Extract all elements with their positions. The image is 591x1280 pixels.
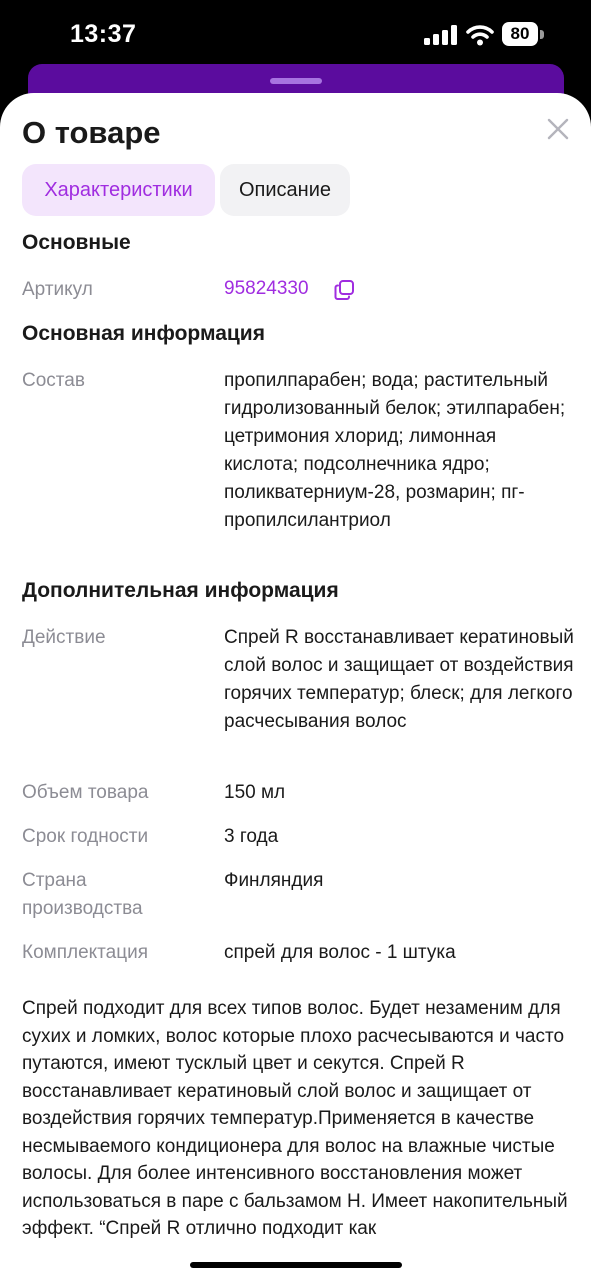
country-label: Страна производства <box>22 870 143 919</box>
copy-icon[interactable] <box>334 279 356 301</box>
package-label: Комплектация <box>22 942 149 963</box>
section-basic-info-heading: Основная информация <box>22 322 265 345</box>
action-value: Спрей R восстанавливает кератиновый слой волос и защищает от воздействия горячих температур; блеск; для легкого расчесывания волос <box>224 627 574 732</box>
volume-value: 150 мл <box>224 782 286 803</box>
wifi-icon <box>466 24 494 46</box>
section-extra-info-heading: Дополнительная информация <box>22 579 339 602</box>
volume-label: Объем товара <box>22 782 149 803</box>
article-value[interactable]: 95824330 <box>224 278 309 299</box>
battery-cap <box>540 30 544 39</box>
tab-characteristics[interactable]: Характеристики <box>22 164 215 216</box>
close-icon[interactable] <box>542 113 574 145</box>
sheet-title: О товаре <box>22 115 161 150</box>
home-indicator[interactable] <box>190 1262 402 1268</box>
drag-handle[interactable] <box>270 78 322 84</box>
shelf-life-label: Срок годности <box>22 826 149 847</box>
product-description: Спрей подходит для всех типов волос. Будет незаменим для сухих и ломких, волос которые плохо расчесываются и часто путаются, имеют тусклый цвет и секутся. Спрей R восстанавливает кератиновый слой волос и защищает от воздействия горячих температур.Применяется в качестве несмываемого кондиционера для волос на влажные чистые волосы. Для более интенсивного восстановления может использоваться в паре с бальзамом Н. Имеет накопительный эффект. “Спрей R отлично подходит как <box>22 998 568 1239</box>
shelf-life-value: 3 года <box>224 826 279 847</box>
tab-description[interactable]: Описание <box>220 164 350 216</box>
section-main-heading: Основные <box>22 231 131 254</box>
cellular-signal-icon <box>424 25 457 45</box>
composition-label: Состав <box>22 370 85 391</box>
article-label: Артикул <box>22 279 93 300</box>
composition-value: пропилпарабен; вода; растительный гидролизованный белок; этилпарабен; цетримония хлорид; лимонная кислота; подсолнечника ядро; поликватерниум-28, розмарин; пг-пропилсилантриол <box>224 370 566 531</box>
country-value: Финляндия <box>224 870 324 891</box>
status-time: 13:37 <box>70 20 137 48</box>
status-bar <box>0 0 591 66</box>
battery-icon: 80 <box>502 22 538 46</box>
action-label: Действие <box>22 627 106 648</box>
product-info-sheet <box>0 93 591 1280</box>
package-value: спрей для волос - 1 штука <box>224 942 456 963</box>
